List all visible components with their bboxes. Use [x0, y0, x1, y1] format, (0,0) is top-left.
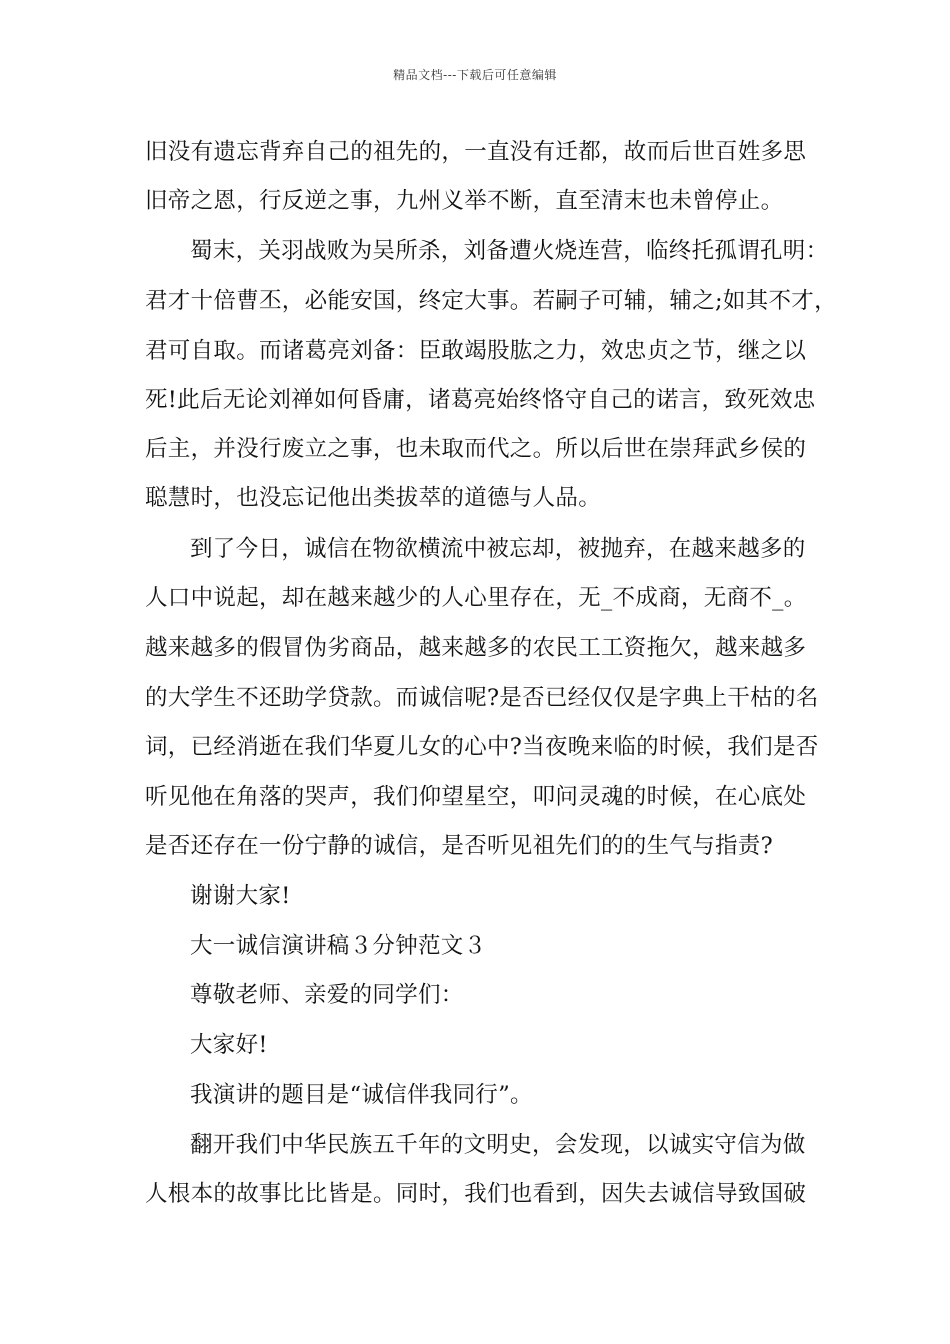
- text-line: 听见他在角落的哭声，我们仰望星空，叩问灵魂的时候，在心底处: [145, 784, 807, 810]
- text-line: 君才十倍曹丕，必能安国，终定大事。若嗣子可辅，辅之;如其不才，: [145, 288, 837, 314]
- text-line: 人口中说起，却在越来越少的人心里存在，无_不成商，无商不_。: [145, 585, 807, 611]
- text-line: 死!此后无论刘禅如何昏庸，诸葛亮始终恪守自己的诺言，致死效忠: [145, 387, 816, 413]
- text-line: 旧帝之恩，行反逆之事，九州义举不断，直至清末也未曾停止。: [145, 188, 784, 214]
- text-line: 人根本的故事比比皆是。同时，我们也看到，因失去诚信导致国破: [145, 1181, 807, 1207]
- text-line: 君可自取。而诸葛亮刘备：臣敢竭股肱之力，效忠贞之节，继之以: [145, 338, 807, 364]
- text-line: 尊敬老师、亲爱的同学们：: [190, 982, 464, 1008]
- text-line: 旧没有遗忘背弃自己的祖先的，一直没有迁都，故而后世百姓多思: [145, 139, 807, 165]
- section-title: 大一诚信演讲稿３分钟范文３: [190, 933, 487, 959]
- text-line: 谢谢大家!: [190, 883, 291, 909]
- text-line: 词，已经消逝在我们华夏儿女的心中?当夜晚来临的时候，我们是否: [145, 734, 819, 760]
- text-line: 的大学生不还助学贷款。而诚信呢?是否已经仅仅是字典上干枯的名: [145, 685, 819, 711]
- text-line: 是否还存在一份宁静的诚信，是否听见祖先们的的生气与指责?: [145, 833, 773, 859]
- text-line: 翻开我们中华民族五千年的文明史，会发现，以诚实守信为做: [190, 1132, 806, 1158]
- text-line: 后主，并没行废立之事，也未取而代之。所以后世在崇拜武乡侯的: [145, 436, 807, 462]
- text-line: 蜀末，关羽战败为吴所杀，刘备遭火烧连营，临终托孤谓孔明：: [190, 238, 829, 264]
- text-line: 我演讲的题目是“诚信伴我同行”。: [190, 1082, 533, 1108]
- text-line: 到了今日，诚信在物欲横流中被忘却，被抛弃，在越来越多的: [190, 536, 806, 562]
- page-header: 精品文档---下载后可任意编辑: [393, 68, 557, 82]
- text-line: 大家好!: [190, 1032, 268, 1058]
- text-line: 聪慧时，也没忘记他出类拔萃的道德与人品。: [145, 485, 602, 511]
- text-line: 越来越多的假冒伪劣商品，越来越多的农民工工资拖欠，越来越多: [145, 635, 807, 661]
